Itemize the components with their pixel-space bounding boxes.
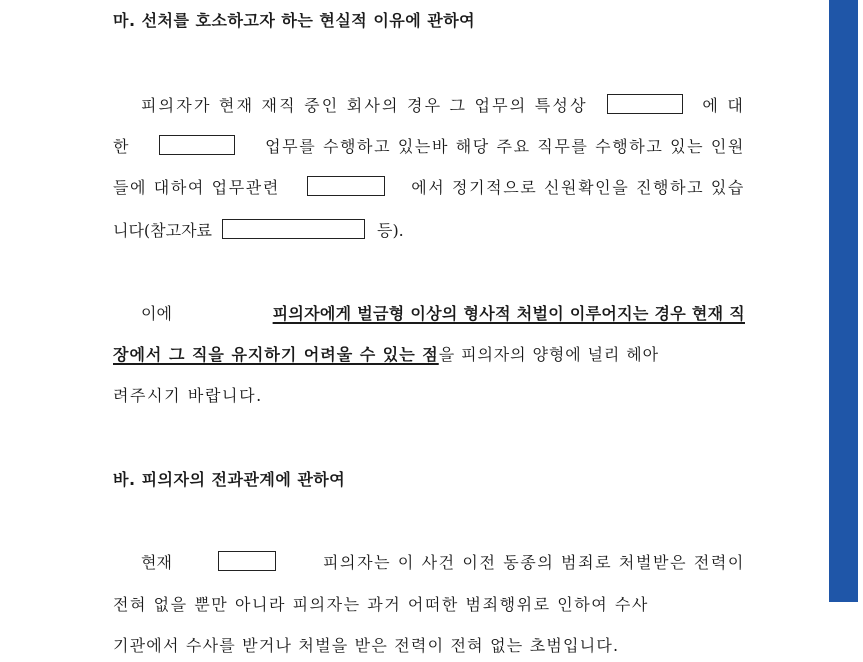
text-segment: 한 [113, 136, 129, 156]
paragraph-line [113, 591, 745, 615]
paragraph-line [113, 382, 745, 406]
text-segment: 기관에서 수사를 받거나 처벌을 받은 전력이 전혀 없는 초범입니다. [113, 635, 620, 655]
text-segment: 니다(참고자료 [113, 220, 212, 240]
paragraph-line [113, 92, 745, 116]
paragraph-line [113, 217, 745, 241]
paragraph-line [113, 632, 745, 656]
paragraph-line [113, 174, 745, 198]
emphasized-text: 장에서 그 직을 유지하기 어려울 수 있는 점 [113, 344, 439, 364]
text-segment: 피의자는 이 사건 이전 동종의 범죄로 처벌받은 전력이 [322, 552, 745, 572]
redacted-box [607, 94, 683, 114]
paragraph-line [113, 300, 745, 324]
section-heading-ba: 바. 피의자의 전과관계에 관하여 [113, 470, 346, 489]
emphasized-text: 피의자에게 벌금형 이상의 형사적 처벌이 이루어지는 경우 현재 직 [272, 303, 745, 323]
paragraph-line [113, 133, 745, 157]
redacted-box [222, 219, 365, 239]
text-segment: 업무를 수행하고 있는바 해당 주요 직무를 수행하고 있는 인원 [265, 136, 745, 156]
text-segment: 현재 [141, 552, 172, 572]
text-segment: 이에 [141, 303, 172, 323]
paragraph-line [113, 341, 745, 365]
text-segment: 에 대 [702, 95, 745, 115]
text-segment: 피의자가 현재 재직 중인 회사의 경우 그 업무의 특성상 [141, 95, 588, 115]
side-color-bar [829, 0, 858, 602]
text-segment: 을 피의자의 양형에 널리 헤아 [438, 344, 659, 364]
paragraph-line [113, 549, 745, 573]
section-heading-ma: 마. 선처를 호소하고자 하는 현실적 이유에 관하여 [113, 11, 476, 30]
redacted-box [307, 176, 385, 196]
redacted-box [218, 551, 276, 571]
text-segment: 에서 정기적으로 신원확인을 진행하고 있습 [411, 177, 745, 197]
text-segment: 려주시기 바랍니다. [113, 385, 263, 405]
text-segment: 들에 대하여 업무관련 [113, 177, 280, 197]
text-segment: 전혀 없을 뿐만 아니라 피의자는 과거 어떠한 범죄행위로 인하여 수사 [113, 594, 649, 614]
redacted-box [159, 135, 235, 155]
text-segment: 등). [376, 220, 404, 240]
